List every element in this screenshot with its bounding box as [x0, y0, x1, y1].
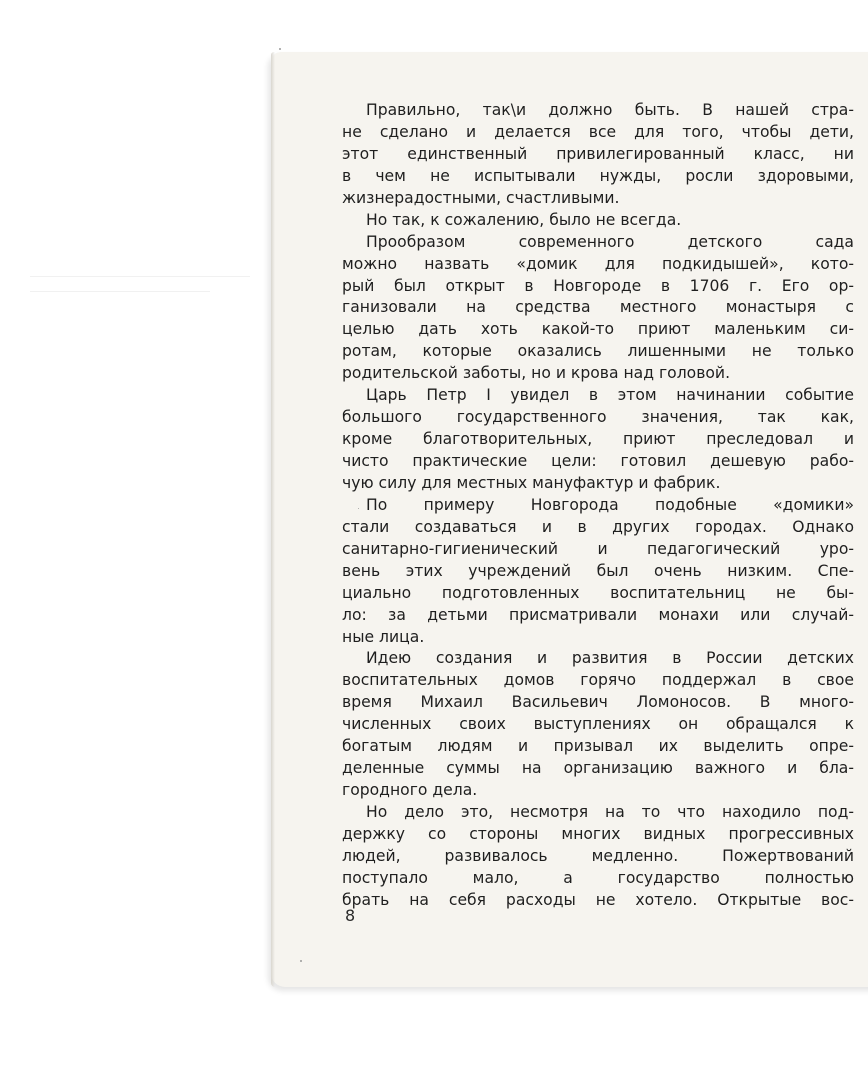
text-line: численных своих выступлениях он обращался к	[342, 715, 854, 734]
paragraph	[342, 648, 854, 802]
text-line: держку со стороны многих видных прогрессивных	[342, 824, 854, 843]
text-line: родительской заботы, но и крова над головой.	[342, 364, 731, 383]
paragraph	[342, 495, 854, 649]
text-line: в чем не испытывали нужды, росли здоровыми,	[342, 166, 854, 185]
paper-edge	[271, 52, 275, 987]
text-line: Прообразом современного детского сада	[366, 232, 854, 251]
text-line: чую силу для местных мануфактур и фабрик.	[342, 473, 721, 492]
text-line: санитарно-гигиенический и педагогический уро-	[342, 539, 854, 558]
text-line: этот единственный привилегированный класс, ни	[342, 144, 854, 163]
text-line: целью дать хоть какой-то приют маленьким си-	[342, 320, 854, 339]
text-line: можно назвать «домик для подкидышей», кото-	[342, 254, 854, 273]
text-line: поступало мало, а государство полностью	[342, 868, 854, 887]
bleed-through-line	[30, 276, 250, 277]
text-line: воспитательных домов горячо поддержал в свое	[342, 671, 854, 690]
paragraph	[342, 210, 854, 232]
bleed-through-line	[30, 291, 210, 292]
text-line: циально подготовленных воспитательниц не бы-	[342, 583, 854, 602]
text-line: чисто практические цели: готовил дешевую рабо-	[342, 452, 854, 470]
text-line: По примеру Новгорода подобные «домики»	[366, 495, 854, 514]
text-line: кроме благотворительных, приют преследовал и	[342, 430, 854, 449]
paragraph	[342, 100, 854, 210]
text-line: людей, развивалось медленно. Пожертвований	[342, 846, 854, 865]
text-line: рый был открыт в Новгороде в 1706 г. Его ор-	[342, 276, 854, 295]
body-text	[342, 100, 854, 912]
page-number: 8	[345, 906, 356, 925]
text-line: ротам, которые оказались лишенными не только	[342, 342, 854, 361]
paragraph	[342, 385, 854, 495]
text-line: время Михаил Васильевич Ломоносов. В много-	[342, 693, 854, 712]
text-line: жизнерадостными, счастливыми.	[342, 188, 620, 207]
text-line: Правильно, так\и должно быть. В нашей стра-	[366, 101, 854, 119]
text-line: ные лица.	[342, 627, 425, 646]
text-line: ло: за детьми присматривали монахи или случай-	[342, 605, 854, 624]
scan-speck	[358, 508, 359, 509]
text-line: стали создаваться и в других городах. Однако	[342, 517, 854, 536]
paragraph	[342, 802, 854, 912]
text-line: Царь Петр I увидел в этом начинании событие	[366, 386, 854, 405]
text-line: большого государственного значения, так как,	[342, 408, 854, 427]
text-line: ганизовали на средства местного монастыря с	[342, 298, 854, 317]
text-line: городного дела.	[342, 781, 478, 800]
text-line: не сделано и делается все для того, чтобы дети,	[342, 122, 854, 141]
text-line: деленные суммы на организацию важного и бла-	[342, 759, 854, 778]
text-line: Идею создания и развития в России детских	[366, 649, 854, 668]
text-line: богатым людям и призывал их выделить опре-	[342, 737, 854, 756]
scan-speck	[300, 960, 302, 962]
paragraph	[342, 232, 854, 386]
text-line: Но дело это, несмотря на то что находило под-	[366, 803, 854, 821]
text-line: вень этих учреждений был очень низким. Спе-	[342, 561, 854, 580]
text-line: Но так, к сожалению, было не всегда.	[366, 210, 682, 229]
scan-speck	[279, 48, 281, 50]
text-line: брать на себя расходы не хотело. Открытые вос-	[342, 890, 854, 909]
